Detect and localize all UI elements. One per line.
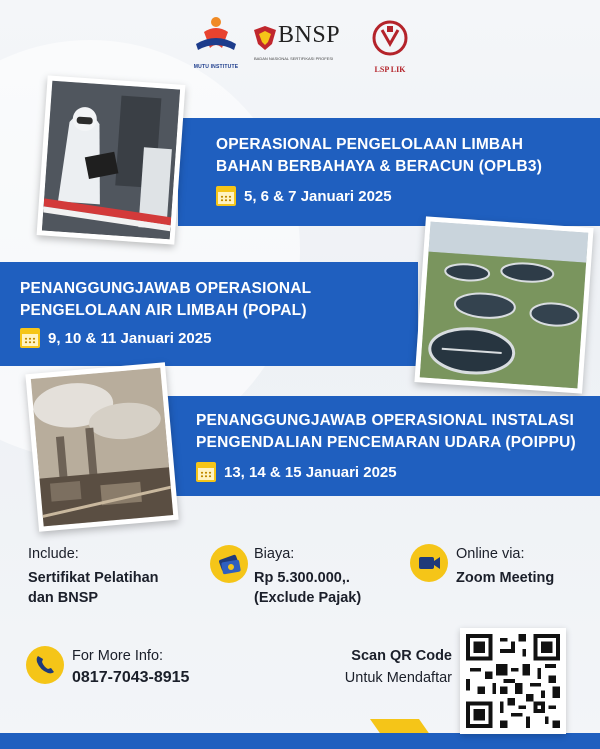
lsp-lik-logo — [368, 18, 412, 74]
video-camera-icon — [410, 544, 448, 582]
program-title-line2: PENGELOLAAN AIR LIMBAH (POPAL) — [20, 302, 307, 319]
program-title-line1: PENANGGUNGJAWAB OPERASIONAL — [20, 280, 312, 297]
program-title-line2: PENGENDALIAN PENCEMARAN UDARA (POIPPU) — [196, 434, 576, 451]
online-platform: Zoom Meeting — [456, 570, 555, 586]
online-block — [456, 544, 554, 588]
qr-caption — [318, 646, 452, 688]
program-banner-poippu — [158, 396, 600, 496]
program-title-line2: BAHAN BERBAHAYA & BERACUN (OPLB3) — [216, 158, 543, 175]
program-date — [20, 328, 211, 348]
contact-label: For More Info: — [72, 648, 164, 664]
qr-code-image — [466, 634, 560, 728]
program-date — [216, 186, 392, 206]
program-title-line1: OPERASIONAL PENGELOLAAN LIMBAH — [216, 136, 524, 153]
photo-air-pollution — [25, 362, 178, 532]
program-date-text: 13, 14 & 15 Januari 2025 — [224, 463, 397, 481]
bnsp-logo — [252, 20, 362, 68]
contact-block — [72, 646, 189, 688]
photo-wastewater-plant — [414, 216, 593, 393]
logo-bar — [0, 14, 600, 74]
mutu-caption: MUTU INSTITUTE — [193, 64, 239, 70]
biaya-amount: Rp 5.300.000,. — [254, 570, 350, 586]
program-banner-oplb3 — [178, 118, 600, 226]
qr-line1: Scan QR Code — [351, 648, 452, 664]
mutu-figure-icon — [190, 14, 242, 60]
biaya-note: (Exclude Pajak) — [254, 590, 362, 606]
lsp-caption: LSP LIK — [374, 65, 406, 74]
include-label: Include: — [28, 546, 79, 562]
bnsp-subtitle: BADAN NASIONAL SERTIFIKASI PROFESI — [254, 56, 334, 61]
phone-icon — [26, 646, 64, 684]
program-banner-popal — [0, 262, 418, 366]
qr-code-icon[interactable] — [460, 628, 566, 734]
program-date-text: 9, 10 & 11 Januari 2025 — [48, 329, 212, 347]
contact-phone[interactable]: 0817-7043-8915 — [72, 669, 190, 686]
online-label: Online via: — [456, 546, 525, 562]
include-block — [28, 544, 159, 608]
calendar-icon — [20, 328, 40, 348]
include-line1: Sertifikat Pelatihan — [28, 570, 159, 586]
program-date — [196, 462, 397, 482]
footer-blue-stripe — [0, 733, 600, 749]
qr-line2: Untuk Mendaftar — [344, 670, 452, 686]
biaya-label: Biaya: — [254, 546, 295, 562]
biaya-block — [254, 544, 361, 608]
include-line2: dan BNSP — [28, 590, 99, 606]
program-title-line1: PENANGGUNGJAWAB OPERASIONAL INSTALASI — [196, 412, 574, 429]
lsp-emblem-icon — [368, 18, 412, 58]
air-pollution-image — [31, 368, 173, 527]
bnsp-wordmark: BNSP — [278, 22, 341, 48]
calendar-icon — [216, 186, 236, 206]
photo-hazmat-worker — [37, 75, 186, 244]
calendar-icon — [196, 462, 216, 482]
mutu-institute-logo — [190, 14, 242, 70]
bnsp-emblem-icon — [252, 24, 278, 54]
hazmat-worker-image — [42, 81, 180, 240]
money-icon — [210, 545, 248, 583]
program-date-text: 5, 6 & 7 Januari 2025 — [244, 187, 392, 205]
wastewater-plant-image — [420, 222, 588, 389]
